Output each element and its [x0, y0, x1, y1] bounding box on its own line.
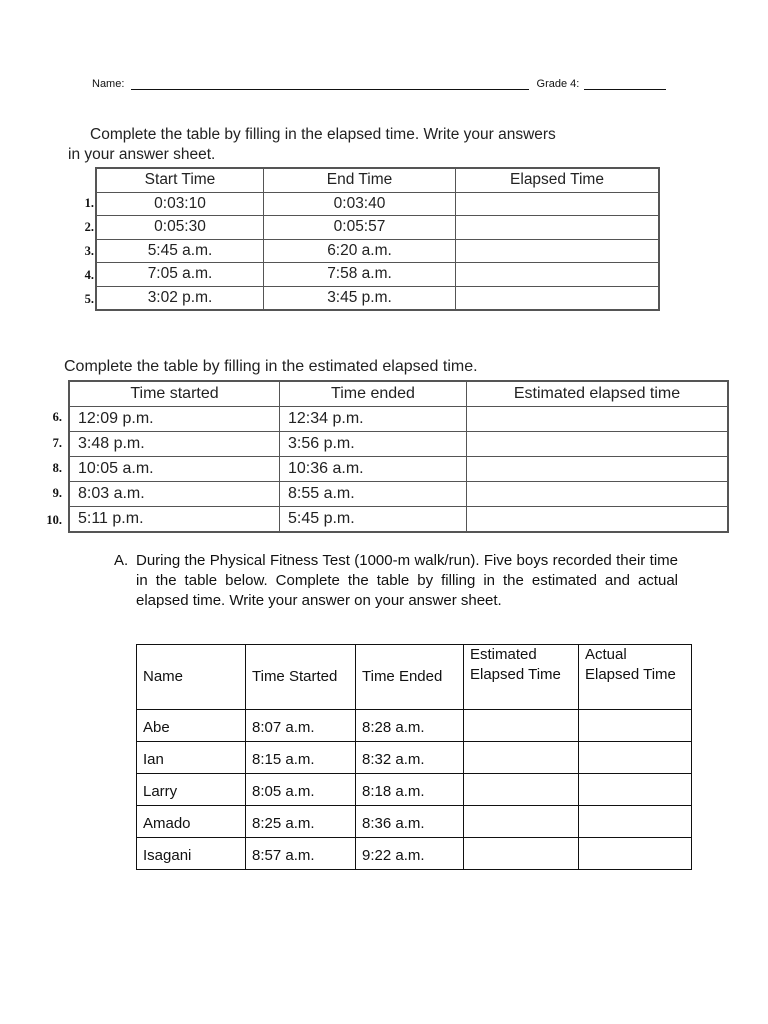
- section1-instruction: [68, 125, 678, 165]
- column-header: Time ended: [280, 381, 467, 407]
- table-row: [69, 407, 728, 432]
- table-row: [96, 192, 659, 216]
- end-time-cell: 12:34 p.m.: [280, 407, 467, 432]
- end-time-cell: 8:55 a.m.: [280, 482, 467, 507]
- answer-cell[interactable]: [456, 216, 660, 240]
- fitness-test-table: [136, 644, 692, 870]
- answer-cell[interactable]: [467, 457, 729, 482]
- elapsed-time-table: [95, 167, 660, 311]
- start-time-cell: 8:03 a.m.: [69, 482, 280, 507]
- table-row: [137, 774, 692, 806]
- start-time-cell: 8:15 a.m.: [246, 742, 356, 774]
- name-cell: Isagani: [137, 838, 246, 870]
- start-time-cell: 8:25 a.m.: [246, 806, 356, 838]
- start-time-cell: 7:05 a.m.: [96, 263, 264, 287]
- answer-cell[interactable]: [456, 263, 660, 287]
- actual-answer-cell[interactable]: [579, 838, 692, 870]
- name-blank[interactable]: [131, 78, 529, 90]
- end-time-cell: 8:28 a.m.: [356, 710, 464, 742]
- section2-instruction: Complete the table by filling in the estimated elapsed time.: [64, 358, 478, 375]
- table-row: [96, 263, 659, 287]
- end-time-cell: 7:58 a.m.: [264, 263, 456, 287]
- table-header-row: [69, 381, 728, 407]
- table-row: [137, 838, 692, 870]
- end-time-cell: 0:05:57: [264, 216, 456, 240]
- answer-cell[interactable]: [467, 507, 729, 533]
- item-number: 6.: [52, 410, 62, 424]
- start-time-cell: 10:05 a.m.: [69, 457, 280, 482]
- start-time-cell: 8:57 a.m.: [246, 838, 356, 870]
- end-time-cell: 9:22 a.m.: [356, 838, 464, 870]
- table-row: [69, 482, 728, 507]
- actual-answer-cell[interactable]: [579, 742, 692, 774]
- section1-instruction-line1: Complete the table by filling in the elapsed time. Write your answers: [90, 126, 556, 143]
- table-row: [137, 806, 692, 838]
- column-header: Time started: [69, 381, 280, 407]
- start-time-cell: 0:03:10: [96, 192, 264, 216]
- end-time-cell: 10:36 a.m.: [280, 457, 467, 482]
- start-time-cell: 3:02 p.m.: [96, 286, 264, 310]
- start-time-cell: 8:07 a.m.: [246, 710, 356, 742]
- column-header: Estimated elapsed time: [467, 381, 729, 407]
- column-header: Start Time: [96, 168, 264, 192]
- answer-cell[interactable]: [467, 432, 729, 457]
- table-header-row: [96, 168, 659, 192]
- table-row: [96, 216, 659, 240]
- grade-blank[interactable]: [584, 78, 666, 90]
- end-time-cell: 6:20 a.m.: [264, 239, 456, 263]
- start-time-cell: 8:05 a.m.: [246, 774, 356, 806]
- table-row: [137, 710, 692, 742]
- table-row: [69, 432, 728, 457]
- paragraph-text: During the Physical Fitness Test (1000-m walk/run). Five boys recorded their time in the table below. Complete the table by filling in the estimated and actual elapsed time. Write your answer on your answer sheet.: [136, 552, 678, 609]
- item-number: 5.: [84, 292, 94, 306]
- list-letter: A.: [114, 552, 129, 569]
- end-time-cell: 5:45 p.m.: [280, 507, 467, 533]
- item-number: 1.: [84, 196, 94, 210]
- actual-answer-cell[interactable]: [579, 806, 692, 838]
- name-cell: Larry: [137, 774, 246, 806]
- end-time-cell: 3:56 p.m.: [280, 432, 467, 457]
- estimated-answer-cell[interactable]: [464, 774, 579, 806]
- table-row: [69, 457, 728, 482]
- name-cell: Amado: [137, 806, 246, 838]
- section3-paragraph: [114, 551, 678, 611]
- end-time-cell: 3:45 p.m.: [264, 286, 456, 310]
- estimated-answer-cell[interactable]: [464, 742, 579, 774]
- answer-cell[interactable]: [456, 286, 660, 310]
- column-header: Actual Elapsed Time: [579, 645, 692, 710]
- item-number: 8.: [52, 461, 62, 475]
- answer-cell[interactable]: [467, 482, 729, 507]
- end-time-cell: 8:36 a.m.: [356, 806, 464, 838]
- item-number: 2.: [84, 220, 94, 234]
- table-row: [69, 507, 728, 533]
- answer-cell[interactable]: [456, 239, 660, 263]
- item-number: 10.: [46, 513, 62, 527]
- table-row: [96, 239, 659, 263]
- estimated-answer-cell[interactable]: [464, 838, 579, 870]
- end-time-cell: 0:03:40: [264, 192, 456, 216]
- estimated-answer-cell[interactable]: [464, 710, 579, 742]
- estimated-answer-cell[interactable]: [464, 806, 579, 838]
- answer-cell[interactable]: [467, 407, 729, 432]
- column-header: Estimated Elapsed Time: [464, 645, 579, 710]
- actual-answer-cell[interactable]: [579, 774, 692, 806]
- table-row: [96, 286, 659, 310]
- item-number: 7.: [52, 436, 62, 450]
- column-header: End Time: [264, 168, 456, 192]
- column-header: Elapsed Time: [456, 168, 660, 192]
- column-header: Name: [137, 645, 246, 710]
- grade-label: Grade 4:: [536, 78, 580, 90]
- table-header-row: [137, 645, 692, 710]
- actual-answer-cell[interactable]: [579, 710, 692, 742]
- start-time-cell: 0:05:30: [96, 216, 264, 240]
- section1-instruction-line2: in your answer sheet.: [68, 146, 216, 163]
- start-time-cell: 5:45 a.m.: [96, 239, 264, 263]
- column-header: Time Ended: [356, 645, 464, 710]
- answer-cell[interactable]: [456, 192, 660, 216]
- name-cell: Ian: [137, 742, 246, 774]
- header-line: [92, 78, 692, 90]
- item-number: 4.: [84, 268, 94, 282]
- table-row: [137, 742, 692, 774]
- start-time-cell: 12:09 p.m.: [69, 407, 280, 432]
- start-time-cell: 5:11 p.m.: [69, 507, 280, 533]
- estimated-elapsed-time-table: [68, 380, 729, 533]
- item-number: 9.: [52, 486, 62, 500]
- end-time-cell: 8:18 a.m.: [356, 774, 464, 806]
- column-header: Time Started: [246, 645, 356, 710]
- start-time-cell: 3:48 p.m.: [69, 432, 280, 457]
- name-cell: Abe: [137, 710, 246, 742]
- name-label: Name:: [92, 78, 125, 90]
- end-time-cell: 8:32 a.m.: [356, 742, 464, 774]
- item-number: 3.: [84, 244, 94, 258]
